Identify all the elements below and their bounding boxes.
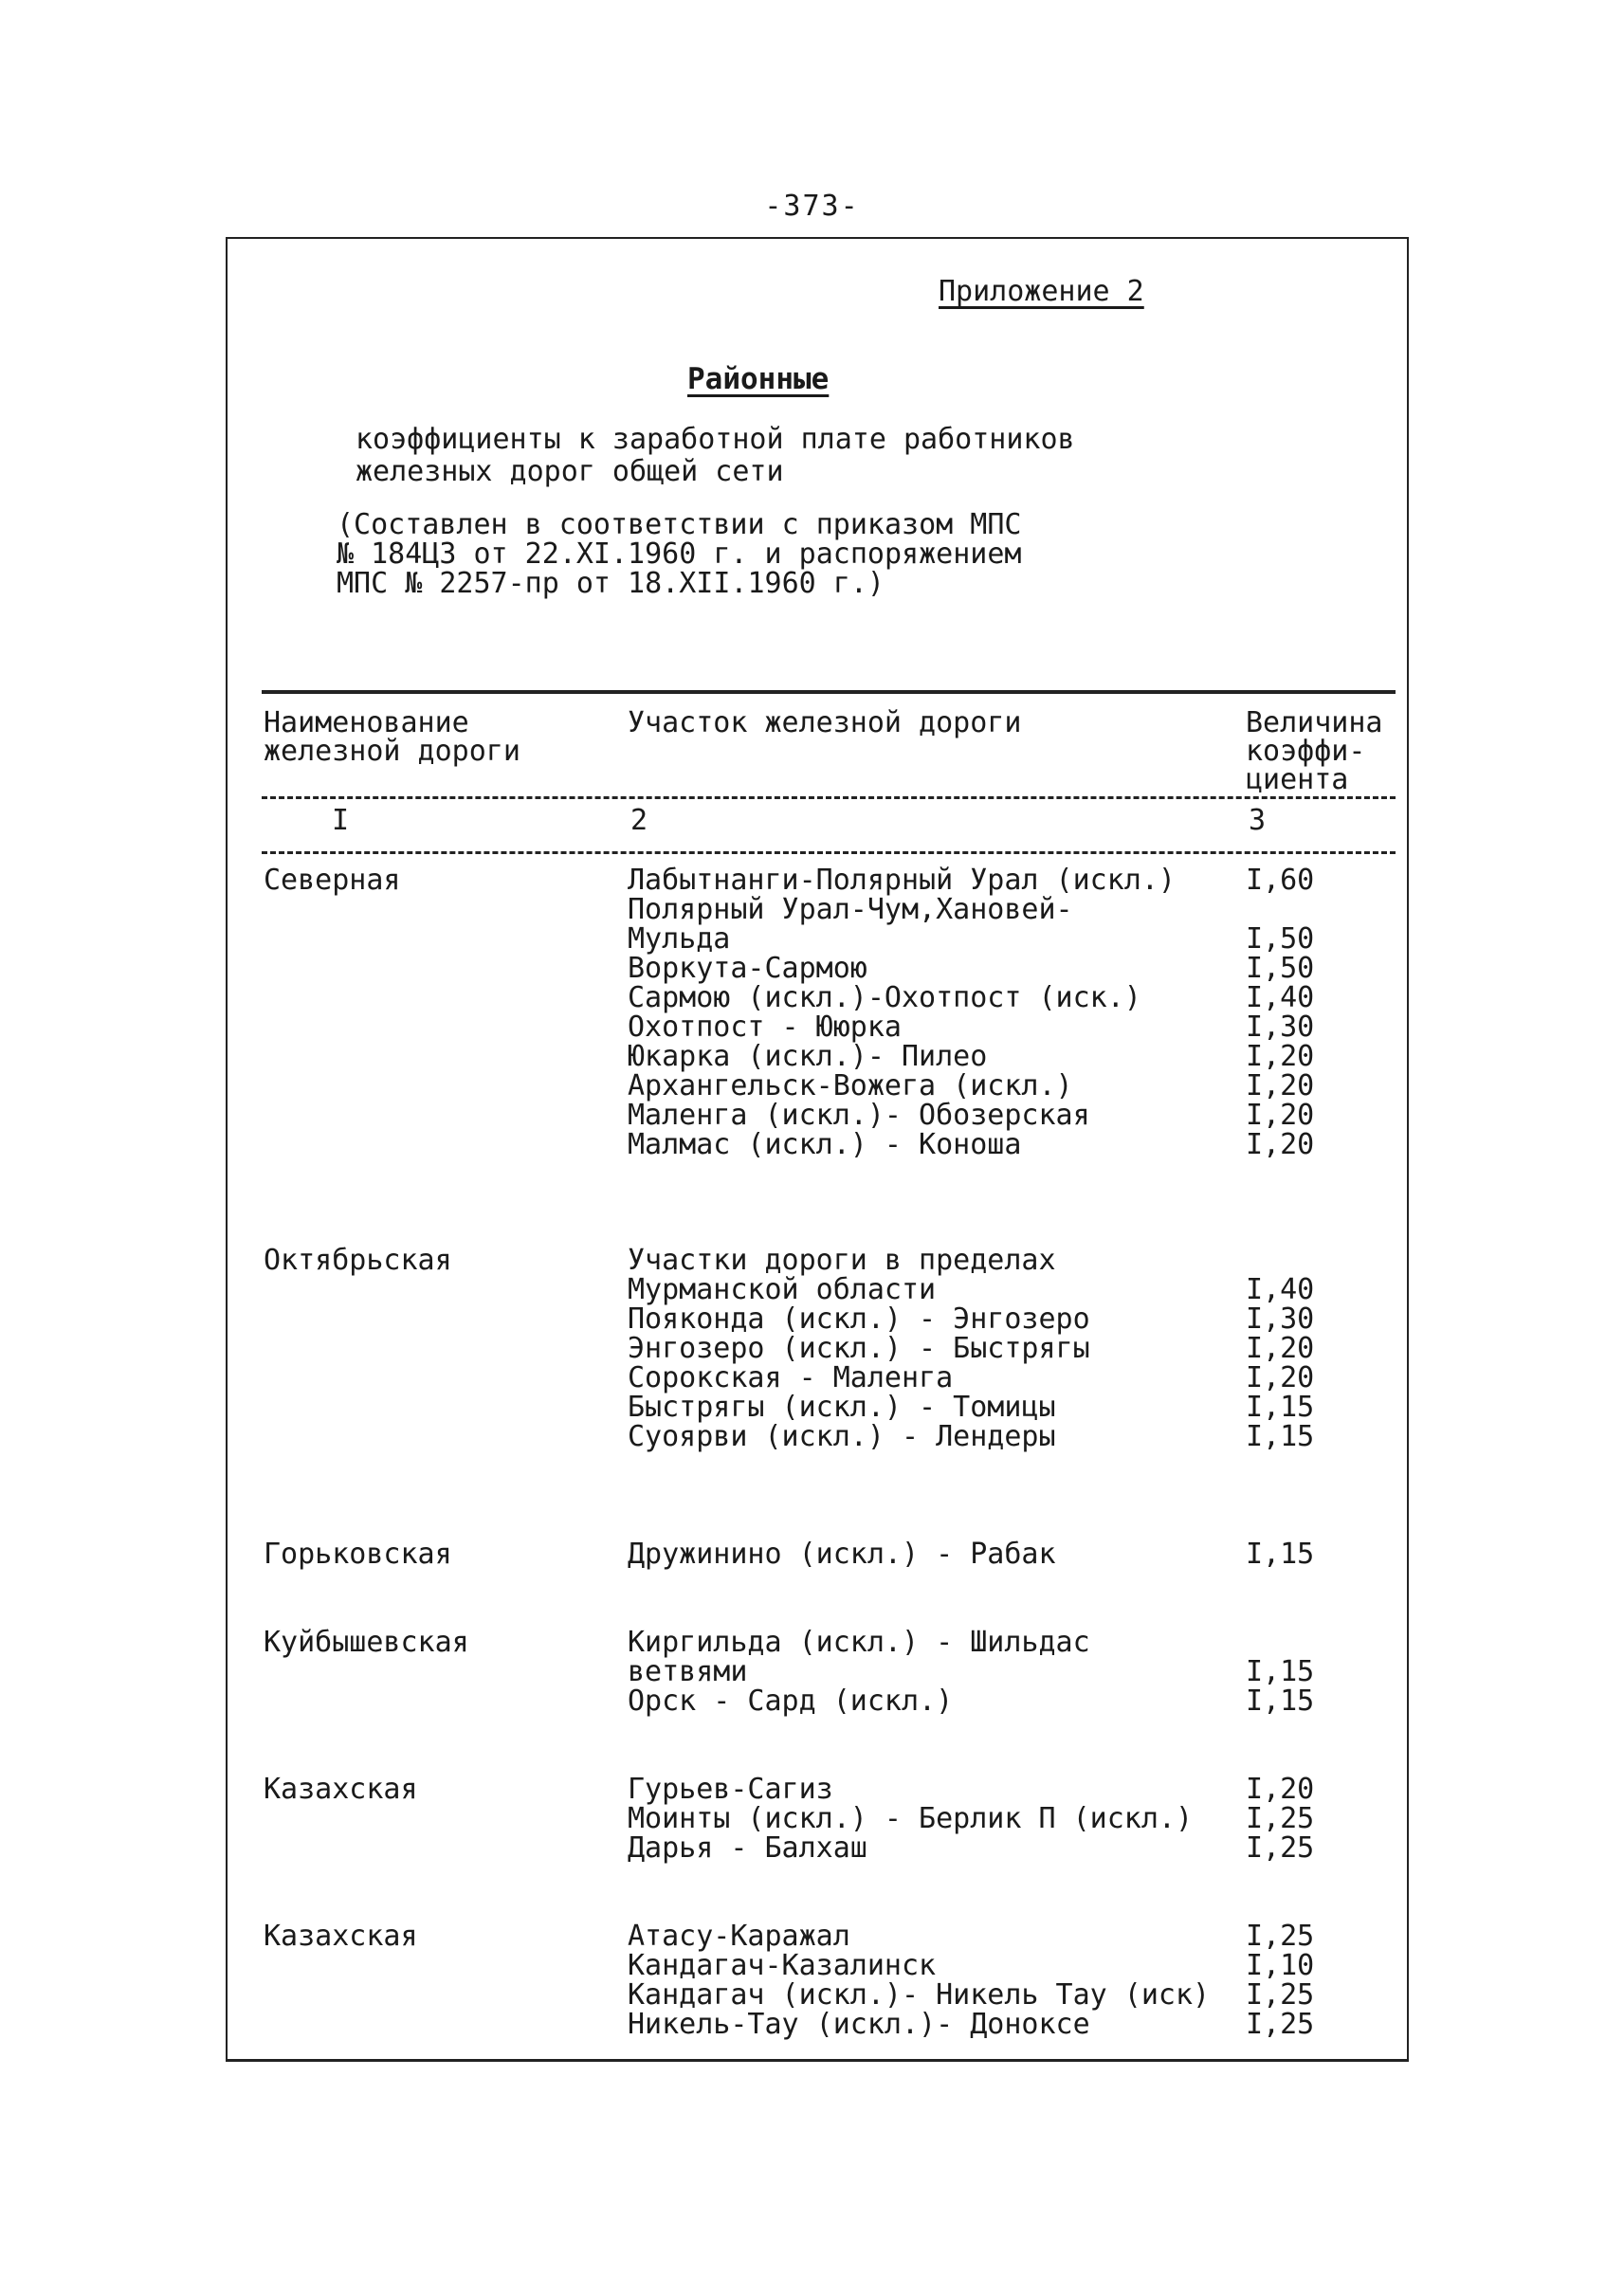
header-coefficient: Величина коэффи- циента: [1246, 706, 1383, 796]
table-cell-road: Казахская: [264, 1773, 418, 1806]
subtitle-line: коэффициенты к заработной плате работников: [356, 423, 1075, 456]
table-cell-coefficients: I,15: [1246, 1538, 1315, 1571]
table-top-rule: [262, 690, 1396, 694]
table-cell-coefficients: I,20 I,25 I,25: [1246, 1773, 1315, 1865]
header-road: Наименование железной дороги: [264, 706, 520, 768]
table-cell-road: Северная: [264, 864, 401, 897]
header-divider: [262, 796, 1396, 799]
table-cell-coefficients: I,15 I,15: [1246, 1655, 1315, 1718]
table-cell-sections: Гурьев-Сагиз Моинты (искл.) - Берлик П (искл.) Дарья - Балхаш: [628, 1773, 1194, 1865]
header-section: Участок железной дороги: [628, 706, 1022, 739]
table-cell-road: Казахская: [264, 1920, 418, 1953]
table-cell-sections: Дружинино (искл.) - Рабак: [628, 1538, 1056, 1571]
document-heading: Районные: [687, 362, 830, 396]
column-number-1: I: [332, 804, 350, 837]
table-cell-sections: Киргильда (искл.) - Шильдас ветвями Орск - Сард (искл.): [628, 1626, 1090, 1718]
table-cell-coefficients: I,40 I,30 I,20 I,20 I,15 I,15: [1246, 1273, 1315, 1453]
column-number-2: 2: [630, 804, 648, 837]
subtitle-line: железных дорог общей сети: [356, 455, 784, 488]
note-line: МПС № 2257-пр от 18.XII.1960 г.): [337, 567, 885, 600]
table-cell-sections: Атасу-Каражал Кандагач-Казалинск Кандагач (искл.)- Никель Тау (иск) Никель-Тау (искл.)- Доноксе: [628, 1920, 1211, 2041]
note-line: (Составлен в соответствии с приказом МПС: [337, 508, 1022, 541]
table-cell-coefficients: I,25 I,10 I,25 I,25: [1246, 1920, 1315, 2041]
table-cell-coefficients: I,60 I,50 I,50 I,40 I,30 I,20 I,20 I,20 I,20: [1246, 864, 1315, 1161]
document-note: [337, 510, 1021, 598]
table-cell-sections: Лабытнанги-Полярный Урал (искл.) Полярный Урал-Чум,Хановей- Мульда Воркута-Сармою Сармою (искл.)-Охотпост (иск.) Охотпост - Ююрка Юкарка (искл.)- Пилео Архангельск-Вожега (искл.) Маленга (искл.)- Обозерская Малмас (искл.) - Коноша: [628, 864, 1176, 1161]
document-subtitle: [356, 424, 1075, 488]
table-cell-road: Куйбышевская: [264, 1626, 469, 1659]
table-cell-sections: Участки дороги в пределах Мурманской области Пояконда (искл.) - Энгозеро Энгозеро (искл.) - Быстрягы Сорокская - Маленга Быстрягы (искл.) - Томицы Суоярви (искл.) - Лендеры: [628, 1244, 1090, 1453]
numbers-divider: [262, 851, 1396, 854]
appendix-label: Приложение 2: [939, 275, 1144, 308]
page-number: -373-: [764, 190, 860, 223]
column-number-3: 3: [1249, 804, 1267, 837]
table-cell-road: Горьковская: [264, 1538, 452, 1571]
note-line: № 184ЦЗ от 22.XI.1960 г. и распоряжением: [337, 537, 1022, 571]
table-cell-road: Октябрьская: [264, 1244, 452, 1277]
